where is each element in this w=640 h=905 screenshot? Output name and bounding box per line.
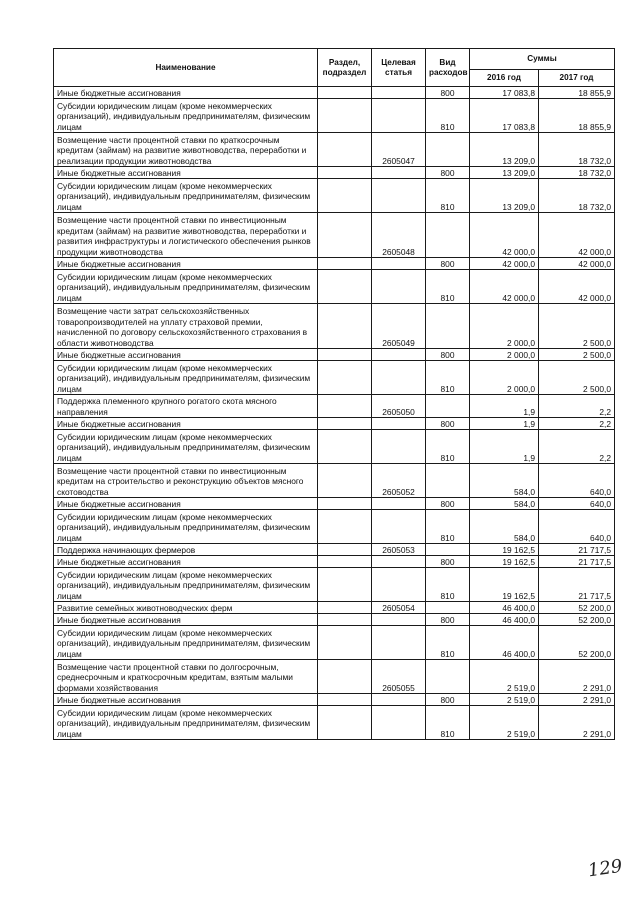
row-name: Субсидии юридическим лицам (кроме некоммерческих организаций), индивидуальным предпринимателям, физическим лицам — [54, 626, 318, 660]
row-type: 810 — [426, 361, 470, 395]
row-target: 2605053 — [372, 544, 426, 556]
table-row — [54, 694, 615, 706]
row-section — [318, 626, 372, 660]
row-target — [372, 418, 426, 430]
row-name: Возмещение части процентной ставки по краткосрочным кредитам (займам) на развитие животноводства, переработки и реализации продукции животноводства — [54, 133, 318, 167]
row-value-2017: 42 000,0 — [539, 270, 615, 304]
row-type: 800 — [426, 87, 470, 99]
table-row — [54, 418, 615, 430]
row-value-2017: 18 732,0 — [539, 179, 615, 213]
row-name: Субсидии юридическим лицам (кроме некоммерческих организаций), индивидуальным предпринимателям, физическим лицам — [54, 179, 318, 213]
row-name: Возмещение части процентной ставки по инвестиционным кредитам (займам) на развитие животноводства, переработки и развития инфраструктуры и логистического обеспечения рынков продукции животноводства — [54, 213, 318, 258]
row-name: Иные бюджетные ассигнования — [54, 349, 318, 361]
row-section — [318, 179, 372, 213]
row-section — [318, 464, 372, 498]
row-name: Иные бюджетные ассигнования — [54, 498, 318, 510]
row-section — [318, 418, 372, 430]
row-target — [372, 87, 426, 99]
row-type: 810 — [426, 568, 470, 602]
row-name: Возмещение части процентной ставки по долгосрочным, среднесрочным и краткосрочным кредитам, взятым малыми формами хозяйствования — [54, 660, 318, 694]
row-value-2016: 2 519,0 — [470, 706, 539, 740]
row-type: 810 — [426, 270, 470, 304]
table-row — [54, 660, 615, 694]
header-section: Раздел, подраздел — [318, 49, 372, 87]
row-section — [318, 510, 372, 544]
row-section — [318, 602, 372, 614]
table-row — [54, 614, 615, 626]
row-type — [426, 133, 470, 167]
row-value-2017: 21 717,5 — [539, 544, 615, 556]
table-row — [54, 270, 615, 304]
row-value-2016: 19 162,5 — [470, 544, 539, 556]
row-section — [318, 556, 372, 568]
row-value-2017: 640,0 — [539, 464, 615, 498]
table-row — [54, 464, 615, 498]
row-name: Иные бюджетные ассигнования — [54, 258, 318, 270]
row-type: 810 — [426, 99, 470, 133]
row-target — [372, 556, 426, 568]
row-value-2017: 21 717,5 — [539, 568, 615, 602]
table-row — [54, 361, 615, 395]
header-type: Вид расходов — [426, 49, 470, 87]
row-name: Субсидии юридическим лицам (кроме некоммерческих организаций), индивидуальным предпринимателям, физическим лицам — [54, 361, 318, 395]
row-section — [318, 694, 372, 706]
budget-table — [53, 48, 615, 740]
row-type: 810 — [426, 179, 470, 213]
row-target — [372, 498, 426, 510]
row-value-2016: 2 000,0 — [470, 349, 539, 361]
row-section — [318, 706, 372, 740]
row-type: 800 — [426, 556, 470, 568]
row-type: 800 — [426, 349, 470, 361]
row-section — [318, 544, 372, 556]
row-name: Иные бюджетные ассигнования — [54, 694, 318, 706]
header-name: Наименование — [54, 49, 318, 87]
row-name: Субсидии юридическим лицам (кроме некоммерческих организаций), индивидуальным предпринимателям, физическим лицам — [54, 568, 318, 602]
row-target — [372, 614, 426, 626]
row-section — [318, 430, 372, 464]
table-row — [54, 99, 615, 133]
row-name: Субсидии юридическим лицам (кроме некоммерческих организаций), индивидуальным предпринимателям, физическим лицам — [54, 510, 318, 544]
row-name: Субсидии юридическим лицам (кроме некоммерческих организаций), индивидуальным предпринимателям, физическим лицам — [54, 99, 318, 133]
row-target — [372, 706, 426, 740]
row-name: Иные бюджетные ассигнования — [54, 87, 318, 99]
row-name: Развитие семейных животноводческих ферм — [54, 602, 318, 614]
row-value-2017: 18 855,9 — [539, 87, 615, 99]
row-value-2017: 2,2 — [539, 430, 615, 464]
row-value-2016: 42 000,0 — [470, 258, 539, 270]
row-section — [318, 498, 372, 510]
row-type: 800 — [426, 418, 470, 430]
row-value-2017: 2 500,0 — [539, 361, 615, 395]
row-value-2016: 17 083,8 — [470, 87, 539, 99]
row-target — [372, 99, 426, 133]
row-value-2017: 2 500,0 — [539, 304, 615, 349]
header-sums: Суммы — [470, 49, 615, 70]
row-type: 810 — [426, 430, 470, 464]
row-value-2017: 21 717,5 — [539, 556, 615, 568]
row-target — [372, 510, 426, 544]
row-target — [372, 694, 426, 706]
page-number: 129 — [586, 855, 624, 882]
row-value-2017: 42 000,0 — [539, 258, 615, 270]
row-value-2017: 2 500,0 — [539, 349, 615, 361]
row-section — [318, 361, 372, 395]
table-row — [54, 430, 615, 464]
table-row — [54, 544, 615, 556]
row-value-2016: 46 400,0 — [470, 626, 539, 660]
row-target — [372, 361, 426, 395]
row-target — [372, 568, 426, 602]
header-2016: 2016 год — [470, 70, 539, 87]
row-type — [426, 660, 470, 694]
row-value-2016: 13 209,0 — [470, 133, 539, 167]
row-type: 800 — [426, 498, 470, 510]
row-target — [372, 167, 426, 179]
row-type — [426, 213, 470, 258]
row-value-2016: 584,0 — [470, 498, 539, 510]
row-section — [318, 213, 372, 258]
row-value-2017: 52 200,0 — [539, 602, 615, 614]
row-name: Поддержка начинающих фермеров — [54, 544, 318, 556]
row-type: 800 — [426, 258, 470, 270]
row-section — [318, 87, 372, 99]
row-target — [372, 179, 426, 213]
row-value-2017: 18 855,9 — [539, 99, 615, 133]
row-target — [372, 270, 426, 304]
row-value-2017: 2,2 — [539, 395, 615, 418]
table-row — [54, 602, 615, 614]
row-value-2017: 52 200,0 — [539, 626, 615, 660]
row-type: 800 — [426, 694, 470, 706]
row-name: Иные бюджетные ассигнования — [54, 167, 318, 179]
row-target — [372, 626, 426, 660]
row-name: Возмещение части процентной ставки по инвестиционным кредитам на строительство и реконструкцию объектов мясного скотоводства — [54, 464, 318, 498]
row-value-2016: 46 400,0 — [470, 614, 539, 626]
row-type — [426, 602, 470, 614]
row-value-2017: 2,2 — [539, 418, 615, 430]
row-name: Субсидии юридическим лицам (кроме некоммерческих организаций), индивидуальным предпринимателям, физическим лицам — [54, 270, 318, 304]
row-name: Субсидии юридическим лицам (кроме некоммерческих организаций), индивидуальным предпринимателям, физическим лицам — [54, 706, 318, 740]
row-section — [318, 614, 372, 626]
row-value-2016: 46 400,0 — [470, 602, 539, 614]
row-value-2016: 1,9 — [470, 418, 539, 430]
row-type: 800 — [426, 614, 470, 626]
row-section — [318, 568, 372, 602]
table-row — [54, 556, 615, 568]
row-value-2016: 1,9 — [470, 395, 539, 418]
row-type: 800 — [426, 167, 470, 179]
row-value-2016: 42 000,0 — [470, 213, 539, 258]
row-type — [426, 395, 470, 418]
row-section — [318, 395, 372, 418]
row-target — [372, 430, 426, 464]
row-target — [372, 258, 426, 270]
row-value-2016: 42 000,0 — [470, 270, 539, 304]
row-value-2016: 584,0 — [470, 510, 539, 544]
row-section — [318, 304, 372, 349]
table-row — [54, 626, 615, 660]
row-value-2017: 2 291,0 — [539, 694, 615, 706]
row-value-2016: 13 209,0 — [470, 179, 539, 213]
row-type — [426, 464, 470, 498]
table-row — [54, 179, 615, 213]
row-name: Иные бюджетные ассигнования — [54, 614, 318, 626]
row-section — [318, 270, 372, 304]
row-target: 2605049 — [372, 304, 426, 349]
row-target — [372, 349, 426, 361]
row-value-2017: 18 732,0 — [539, 167, 615, 179]
row-section — [318, 258, 372, 270]
row-section — [318, 167, 372, 179]
table-row — [54, 213, 615, 258]
row-value-2016: 584,0 — [470, 464, 539, 498]
row-value-2016: 19 162,5 — [470, 568, 539, 602]
table-row — [54, 304, 615, 349]
header-target: Целевая статья — [372, 49, 426, 87]
row-value-2016: 2 000,0 — [470, 304, 539, 349]
row-value-2017: 640,0 — [539, 510, 615, 544]
row-section — [318, 349, 372, 361]
row-value-2017: 2 291,0 — [539, 706, 615, 740]
table-row — [54, 706, 615, 740]
row-type — [426, 544, 470, 556]
row-value-2017: 640,0 — [539, 498, 615, 510]
row-name: Иные бюджетные ассигнования — [54, 418, 318, 430]
header-2017: 2017 год — [539, 70, 615, 87]
row-value-2017: 42 000,0 — [539, 213, 615, 258]
row-name: Возмещение части затрат сельскохозяйственных товаропроизводителей на уплату страховой премии, начисленной по договору сельскохозяйственного страхования в области животноводства — [54, 304, 318, 349]
table-row — [54, 498, 615, 510]
row-value-2016: 2 519,0 — [470, 694, 539, 706]
row-target: 2605055 — [372, 660, 426, 694]
row-target: 2605052 — [372, 464, 426, 498]
row-value-2016: 19 162,5 — [470, 556, 539, 568]
row-value-2016: 17 083,8 — [470, 99, 539, 133]
row-type — [426, 304, 470, 349]
table-row — [54, 133, 615, 167]
row-section — [318, 133, 372, 167]
row-section — [318, 660, 372, 694]
table-row — [54, 167, 615, 179]
row-value-2016: 2 519,0 — [470, 660, 539, 694]
table-row — [54, 349, 615, 361]
table-row — [54, 395, 615, 418]
row-section — [318, 99, 372, 133]
row-value-2016: 13 209,0 — [470, 167, 539, 179]
row-name: Субсидии юридическим лицам (кроме некоммерческих организаций), индивидуальным предпринимателям, физическим лицам — [54, 430, 318, 464]
table-row — [54, 258, 615, 270]
row-name: Поддержка племенного крупного рогатого скота мясного направления — [54, 395, 318, 418]
row-name: Иные бюджетные ассигнования — [54, 556, 318, 568]
table-row — [54, 568, 615, 602]
table-row — [54, 510, 615, 544]
row-value-2017: 2 291,0 — [539, 660, 615, 694]
row-type: 810 — [426, 706, 470, 740]
row-value-2017: 18 732,0 — [539, 133, 615, 167]
row-target: 2605050 — [372, 395, 426, 418]
row-type: 810 — [426, 626, 470, 660]
row-value-2017: 52 200,0 — [539, 614, 615, 626]
table-row — [54, 87, 615, 99]
row-value-2016: 2 000,0 — [470, 361, 539, 395]
row-type: 810 — [426, 510, 470, 544]
row-value-2016: 1,9 — [470, 430, 539, 464]
row-target: 2605054 — [372, 602, 426, 614]
row-target: 2605048 — [372, 213, 426, 258]
row-target: 2605047 — [372, 133, 426, 167]
